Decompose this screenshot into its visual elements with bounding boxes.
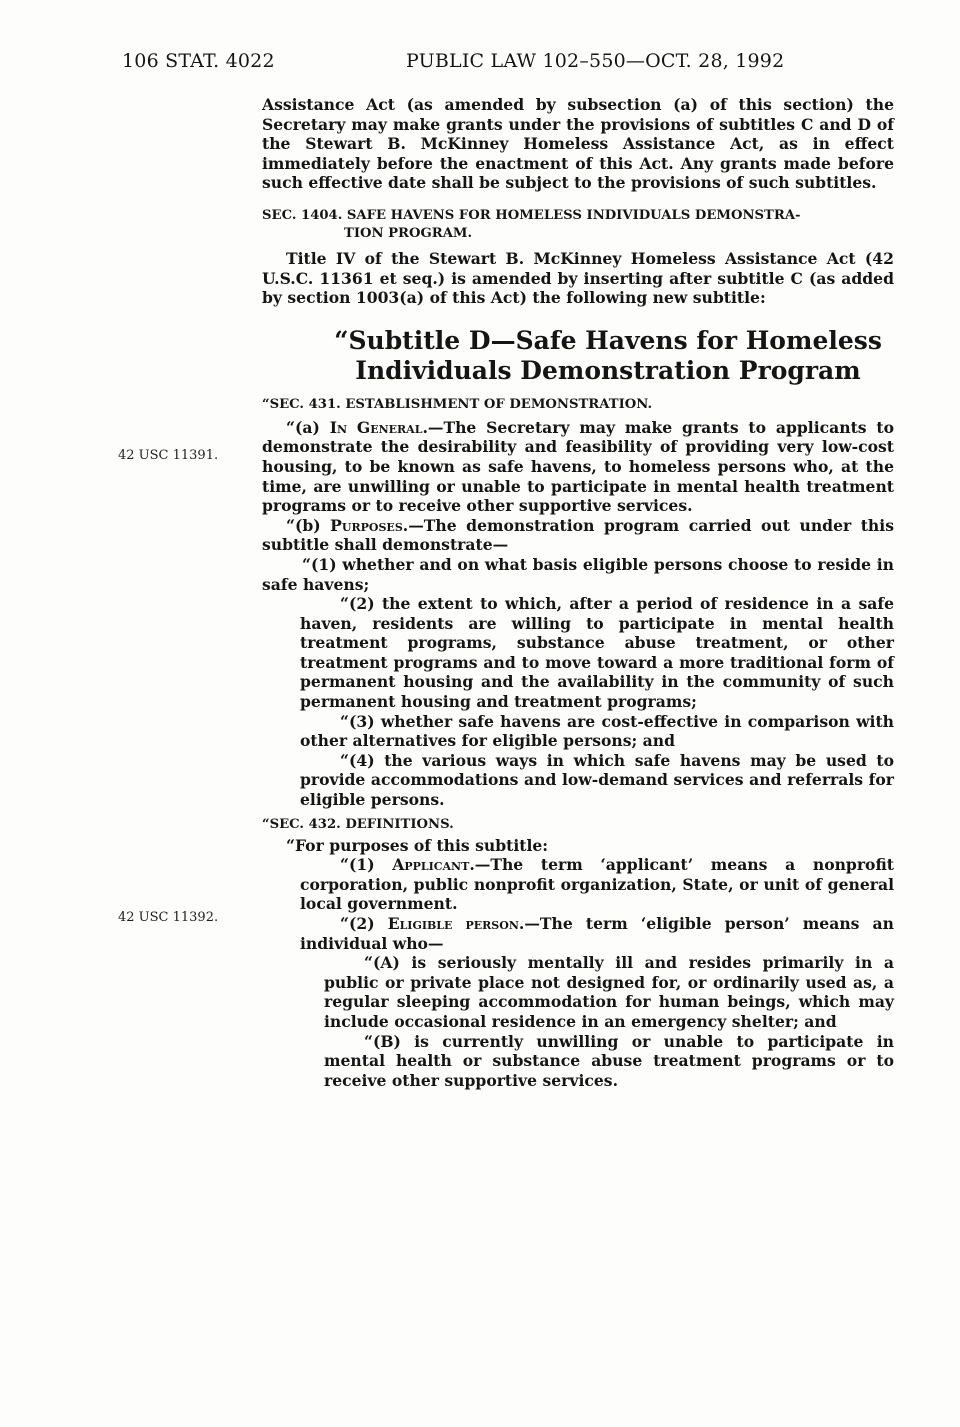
subsection-a-text: .—The Secretary may make grants to applicants to demonstrate the desirability and feasibility of providing very low-cost housing, to be known as safe havens, to homeless persons who, at the time, are unwilling or unable to participate in mental health treatment programs or to receive other supportive services.: [262, 417, 894, 516]
section-431-subsection-a: [262, 418, 894, 516]
definition-2-label: “(2): [340, 914, 375, 933]
section-1404-heading: [262, 207, 894, 243]
subsection-b-label: “(b): [286, 515, 321, 535]
subtitle-d-heading: [262, 326, 894, 386]
subsection-a-label: “(a): [286, 417, 320, 437]
section-1404-heading-line2: TION PROGRAM.: [344, 225, 473, 241]
paragraph-b3: [262, 712, 894, 751]
paragraph-b2: [262, 594, 894, 712]
document-body: [262, 95, 894, 1090]
definition-applicant: [262, 855, 894, 914]
definition-2-clause-b: [262, 1032, 894, 1091]
definition-2-text: .—The term ‘eligible person’ means an individual who—: [300, 914, 895, 953]
subtitle-d-heading-line1: “Subtitle D—Safe Havens for Homeless: [334, 325, 882, 355]
clause-b-text: “(B) is currently unwilling or unable to participate in mental health or substance abuse treatment programs or to receive other supportive services.: [324, 1031, 894, 1090]
section-432-intro: “For purposes of this subtitle:: [286, 835, 549, 855]
section-1404-text: Title IV of the Stewart B. McKinney Homeless Assistance Act (42 U.S.C. 11361 et seq.) is amended by inserting after subtitle C (as added by section 1003(a) of this Act) the following new subtitle:: [262, 248, 894, 308]
section-432-heading: “SEC. 432. DEFINITIONS.: [262, 816, 454, 832]
public-law-citation: PUBLIC LAW 102–550—OCT. 28, 1992: [406, 50, 785, 72]
definition-2-caption: Eligible person: [387, 914, 519, 933]
clause-a-text: “(A) is seriously mentally ill and resides primarily in a public or private place not designed for, or ordinarily used as, a regular sleeping accommodation for human beings, which may include occasional residence in an emergency shelter; and: [324, 953, 894, 1031]
paragraph-b1: [224, 555, 894, 594]
section-431-heading: “SEC. 431. ESTABLISHMENT OF DEMONSTRATION.: [262, 396, 653, 412]
definition-1-label: “(1): [340, 855, 375, 875]
definition-eligible-person: [262, 914, 894, 953]
margin-note-usc-11392: 42 USC 11392.: [118, 910, 219, 925]
margin-note-usc-11391: 42 USC 11391.: [118, 448, 219, 463]
subsection-a-caption: In General: [329, 417, 423, 437]
section-431-subsection-b: [262, 516, 894, 555]
paragraph-b2-text: “(2) the extent to which, after a period of residence in a safe haven, residents are willing to participate in mental health treatment programs, substance abuse treatment, or other treatment programs and to move toward a more traditional form of permanent housing and the availability in the community of such permanent housing and treatment programs;: [300, 594, 894, 712]
definition-1-text: .—The term ‘applicant’ means a nonprofit corporation, public nonprofit organization, State, or unit of general local government.: [300, 855, 894, 914]
paragraph-b3-text: “(3) whether safe havens are cost-effective in comparison with other alternatives for eligible persons; and: [300, 711, 894, 751]
paragraph-b4: [262, 751, 894, 810]
definition-2-clause-a: [262, 953, 894, 1031]
paragraph-b4-text: “(4) the various ways in which safe havens may be used to provide accommodations and low-demand services and referrals for eligible persons.: [300, 750, 894, 810]
subtitle-d-heading-line2: Individuals Demonstration Program: [355, 355, 861, 385]
subsection-b-caption: Purposes: [330, 515, 403, 535]
definition-1-caption: Applicant: [392, 855, 470, 875]
statute-page-number: 106 STAT. 4022: [122, 50, 275, 72]
paragraph-b1-text: “(1) whether and on what basis eligible persons choose to reside in safe havens;: [262, 554, 894, 594]
section-1404-heading-line1: SEC. 1404. SAFE HAVENS FOR HOMELESS INDIVIDUALS DEMONSTRA-: [262, 207, 801, 223]
subsection-b-text: .—The demonstration program carried out under this subtitle shall demonstrate—: [262, 515, 894, 555]
intro-paragraph: Assistance Act (as amended by subsection (a) of this section) the Secretary may make grants under the provisions of subtitles C and D of the Stewart B. McKinney Homeless Assistance Act, as in effect immediately before the enactment of this Act. Any grants made before such effective date shall be subject to the provisions of such subtitles.: [262, 95, 894, 193]
